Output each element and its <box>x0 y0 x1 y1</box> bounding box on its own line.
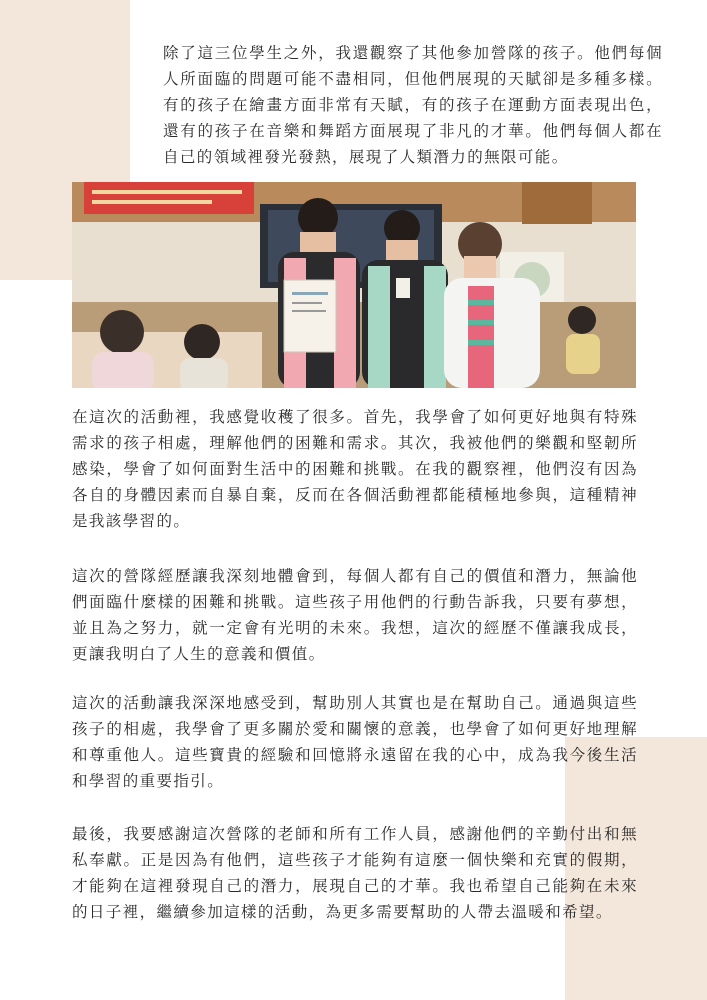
paragraph-what-i-gained: 在這次的活動裡，我感覺收穫了很多。首先，我學會了如何更好地與有特殊需求的孩子相處，理解他們的困難和需求。其次，我被他們的樂觀和堅韌所感染，學會了如何面對生活中的困難和挑戰。在我的觀察裡，他們沒有因為各自的身體因素而自暴自棄，反而在各個活動裡都能積極地參與，這種精神是我該學習的。 <box>72 408 638 530</box>
paragraph-other-children: 除了這三位學生之外，我還觀察了其他參加營隊的孩子。他們每個人所面臨的問題可能不盡相同，但他們展現的天賦卻是多種多樣。有的孩子在繪畫方面非常有天賦，有的孩子在運動方面表現出色，還有的孩子在音樂和舞蹈方面展現了非凡的才華。他們每個人都在自己的領域裡發光發熱，展現了人類潛力的無限可能。 <box>163 44 663 166</box>
paragraph-helping-others: 這次的活動讓我深深地感受到，幫助別人其實也是在幫助自己。通過與這些孩子的相處，我學會了更多關於愛和關懷的意義，也學會了如何更好地理解和尊重他人。這些寶貴的經驗和回憶將永遠留在我的心中，成為我今後生活和學習的重要指引。 <box>72 694 638 790</box>
paragraph-thanks: 最後，我要感謝這次營隊的老師和所有工作人員，感謝他們的辛勤付出和無私奉獻。正是因為有他們，這些孩子才能夠有這麼一個快樂和充實的假期，才能夠在這裡發現自己的潛力，展現自己的才華。我也希望自己能夠在未來的日子裡，繼續參加這樣的活動，為更多需要幫助的人帶去溫暖和希望。 <box>72 825 638 921</box>
event-photo <box>72 182 636 388</box>
paragraph-value-and-potential: 這次的營隊經歷讓我深刻地體會到，每個人都有自己的價值和潛力，無論他們面臨什麼樣的困難和挑戰。這些孩子用他們的行動告訴我，只要有夢想，並且為之努力，就一定會有光明的未來。我想，這次的經歷不僅讓我成長，更讓我明白了人生的意義和價值。 <box>72 567 638 663</box>
